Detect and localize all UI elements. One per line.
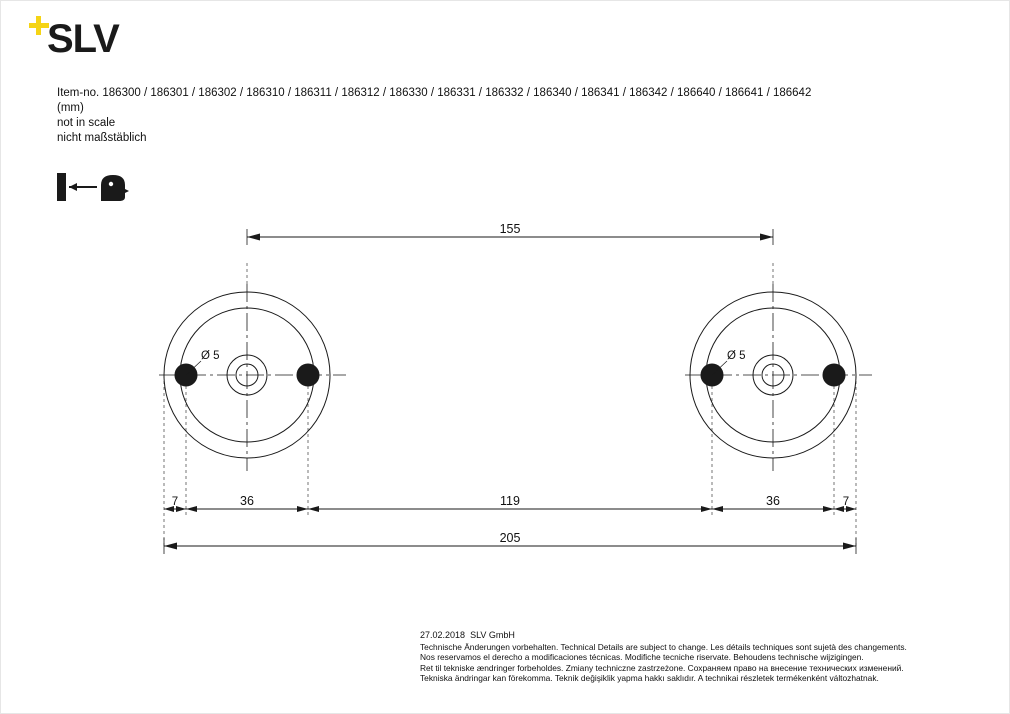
legal-line-4: Tekniska ändringar kan förekomma. Teknik değişiklik yapma hakkı saklıdır. A technikai részletek termékenként változhatnak. (420, 673, 879, 684)
dim-text-205: 205 (499, 531, 521, 545)
footer-date: 27.02.2018 (420, 630, 466, 640)
dim-text-155: 155 (499, 222, 521, 236)
footer-date-line (420, 630, 980, 641)
legal-line-3: Ret til tekniske ændringer forbeholdes. Zmiany techniczne zastrzeżone. Сохраняем право на внесение технических изменений. (420, 662, 904, 673)
footer-company: SLV GmbH (470, 630, 515, 640)
dim-text-36-right: 36 (766, 494, 780, 508)
legal-line-1: Technische Änderungen vorbehalten. Technical Details are subject to change. Les détails techniques sont sujetà des changements. (420, 641, 907, 652)
technical-drawing (1, 1, 1010, 714)
scale-line-de: nicht maßstäblich (57, 132, 147, 144)
unit-line: (mm) (57, 102, 84, 114)
dim-text-36-left: 36 (240, 494, 254, 508)
dim-text-7-left: 7 (171, 496, 179, 508)
hole-label-right: Ø 5 (727, 350, 746, 362)
legal-line-2: Nos reservamos el derecho a modificaciones técnicas. Modifiche tecniche riservate. Behoudens technische wijzigingen. (420, 652, 864, 663)
item-number-line: Item-no. 186300 / 186301 / 186302 / 186310 / 186311 / 186312 / 186330 / 186331 / 186332 / 186340 / 186341 / 186342 / 186640 / 186641 / 186642 (57, 87, 812, 99)
footer-block (420, 630, 980, 684)
dim-text-7-right: 7 (842, 496, 850, 508)
hole-label-left: Ø 5 (201, 350, 220, 362)
scale-line-en: not in scale (57, 117, 116, 129)
dim-text-119: 119 (500, 494, 520, 508)
brand-name: SLV (47, 17, 119, 61)
